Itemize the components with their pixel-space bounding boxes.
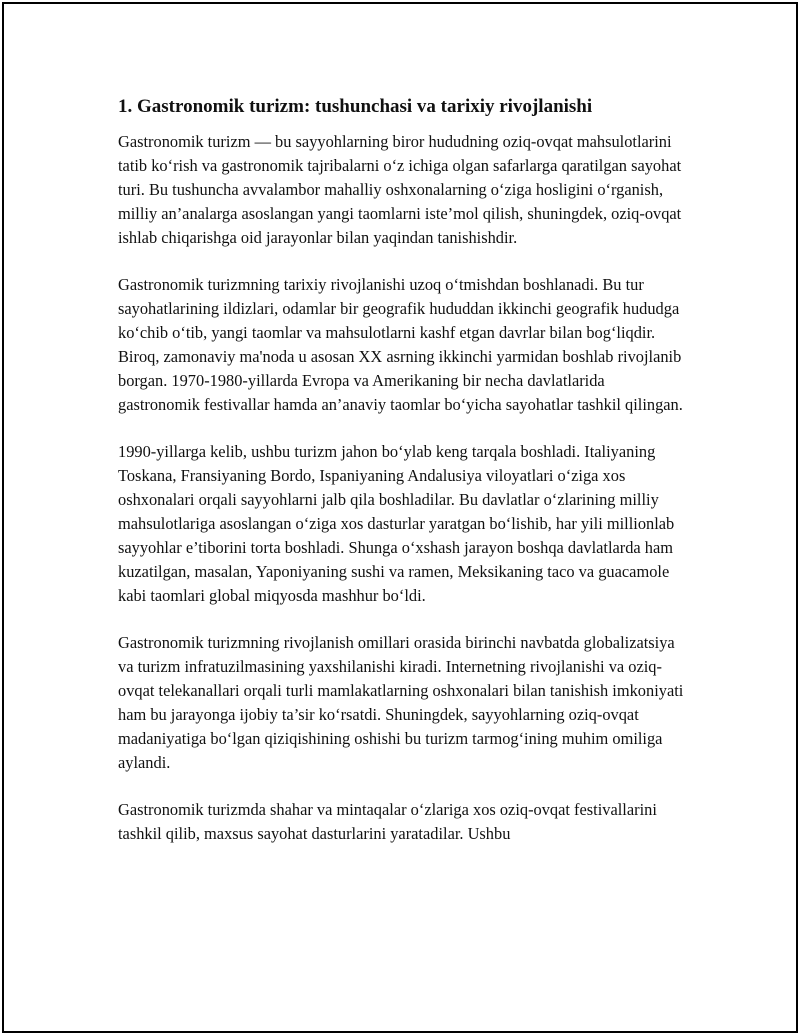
paragraph-history: Gastronomik turizmning tarixiy rivojlanishi uzoq o‘tmishdan boshlanadi. Bu tur sayohatlarining ildizlari, odamlar bir geografik hududdan ikkinchi geografik hududga ko‘chib o‘tib, yangi taomlar va mahsulotlarni kashf etgan davrlar bilan bog‘liqdir. Biroq, zamonaviy ma'noda u asosan XX asrning ikkinchi yarmidan boshlab rivojlanib borgan. 1970-1980-yillarda Evropa va Amerikaning bir necha davlatlarida gastronomik festivallar hamda an’anaviy taomlar bo‘yicha sayohatlar tashkil qilingan. xyxy=(118,275,683,414)
document-body xyxy=(118,93,690,869)
paragraph-definition: Gastronomik turizm — bu sayyohlarning biror hududning oziq-ovqat mahsulotlarini tatib ko‘rish va gastronomik tajribalarni o‘z ichiga olgan safarlarga qaratilgan sayohat turi. Bu tushuncha avvalambor mahalliy oshxonalarning o‘ziga hosligini o‘rganish, milliy an’analarga asoslangan yangi taomlarni iste’mol qilish, shuningdek, oziq-ovqat ishlab chiqarishga oid jarayonlar bilan yaqindan tanishishdir. xyxy=(118,132,682,247)
paragraph-festivals: Gastronomik turizmda shahar va mintaqalar o‘zlariga xos oziq-ovqat festivallarini tashkil qilib, maxsus sayohat dasturlarini yaratadilar. Ushbu xyxy=(118,800,657,843)
paragraph-factors: Gastronomik turizmning rivojlanish omillari orasida birinchi navbatda globalizatsiya va turizm infratuzilmasining yaxshilanishi kiradi. Internetning rivojlanishi va oziq-ovqat telekanallari orqali turli mamlakatlarning oshxonalari bilan tanishish imkoniyati ham bu jarayonga ijobiy ta’sir ko‘rsatdi. Shuningdek, sayyohlarning oziq-ovqat madaniyatiga bo‘lgan qiziqishining oshishi bu turizm tarmog‘ining muhim omiliga aylandi. xyxy=(118,633,684,772)
section-heading: 1. Gastronomik turizm: tushunchasi va tarixiy rivojlanishi xyxy=(118,96,593,117)
paragraph-1990s: 1990-yillarga kelib, ushbu turizm jahon bo‘ylab keng tarqala boshladi. Italiyaning Toskana, Fransiyaning Bordo, Ispaniyaning Andalusiya viloyatlari o‘ziga xos oshxonalari orqali sayyohlarni jalb qila boshladilar. Bu davlatlar o‘zlarining milliy mahsulotlariga asoslangan o‘ziga xos dasturlar yaratgan bo‘lishib, har yili millionlab sayyohlar e’tiborini torta boshladi. Shunga o‘xshash jarayon boshqa davlatlarda ham kuzatilgan, masalan, Yaponiyaning sushi va ramen, Meksikaning taco va guacamole kabi taomlari global miqyosda mashhur bo‘ldi. xyxy=(118,442,675,605)
